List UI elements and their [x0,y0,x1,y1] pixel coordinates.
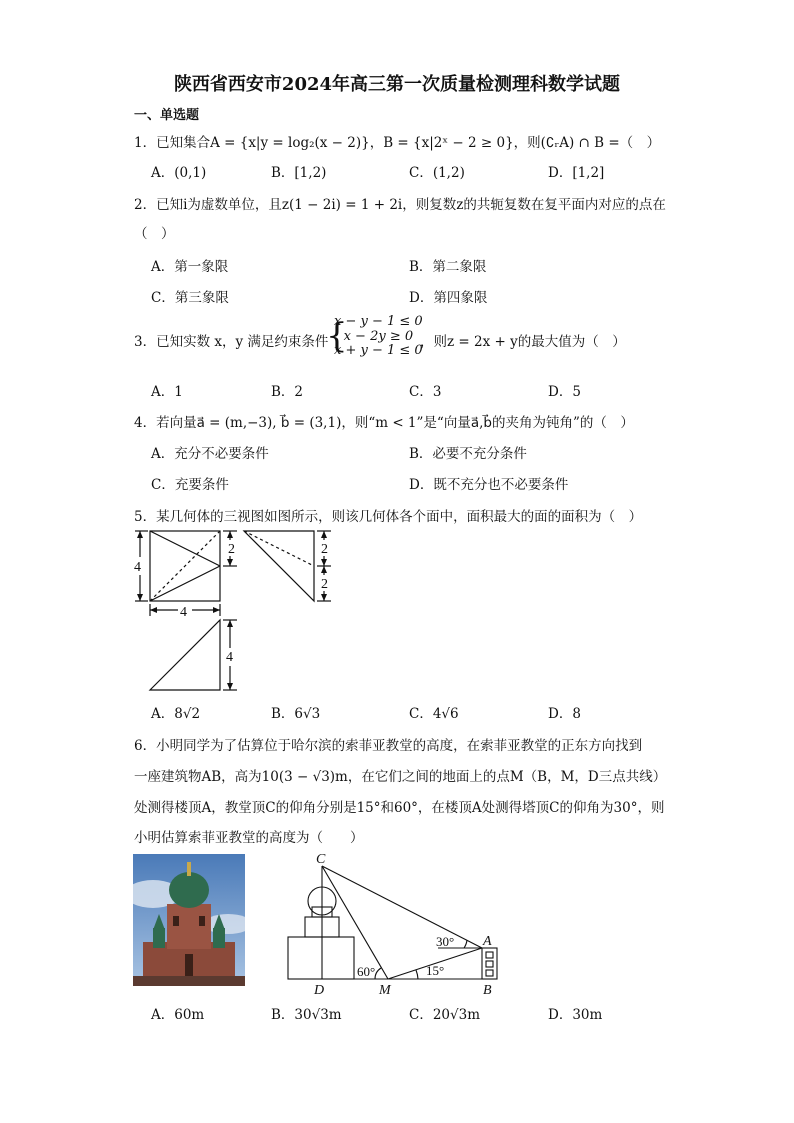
front-view-edge-1 [150,531,220,566]
dim-side-top: 2 [321,542,328,557]
dim-top-height: 4 [226,650,233,665]
angle-60-label: 60° [357,964,376,979]
q1-option-c[interactable]: C．(1,2) [409,165,465,181]
q6-option-a[interactable]: A．60m [151,1007,205,1023]
dim-front-height: 4 [134,560,141,575]
church-diagram [288,866,497,979]
q4-option-a[interactable]: A．充分不必要条件 [151,446,269,462]
q5-option-b[interactable]: B．6√3 [271,706,321,722]
front-view-edge-2 [150,566,220,601]
q2-option-d[interactable]: D．第四象限 [409,290,488,306]
church-base [288,937,354,979]
question-4-stem: 4．若向量a⃗ = (m,−3), b⃗ = (3,1)，则“m < 1”是“向量a⃗,b⃗的夹角为钝角”的（ ） [134,415,634,431]
question-2-stem: 2．已知i为虚数单位，且z(1 − 2i) = 1 + 2i，则复数z的共轭复数在复平面内对应的点在 [134,197,666,213]
section-heading: 一、单选题 [134,108,200,123]
question-6-line-4: 小明估算索菲亚教堂的高度为（ ） [134,830,364,846]
q3-option-c[interactable]: C．3 [409,384,442,400]
point-D-label: D [314,983,325,998]
question-3-stem-tail: ，则z = 2x + y的最大值为（ ） [420,334,626,350]
side-view-triangle [244,531,314,601]
top-view-triangle [150,620,220,690]
point-C-label: C [316,852,326,867]
q3-option-d[interactable]: D．5 [548,384,581,400]
dim-front-top: 2 [228,542,235,557]
point-A-label: A [483,934,492,949]
q1-option-a[interactable]: A．(0,1) [151,165,207,181]
front-view-hidden-edge [150,531,220,601]
question-6-line-2: 一座建筑物AB，高为10(3 − √3)m，在它们之间的地面上的点M（B，M，D三点共线） [134,769,667,785]
dim-width: 4 [180,605,187,620]
q4-option-c[interactable]: C．充要条件 [151,477,229,493]
question-3-stem: 3．已知实数 x，y 满足约束条件 [134,334,329,350]
constraint-2: x − 2y ≥ 0 [343,328,414,344]
q5-option-c[interactable]: C．4√6 [409,706,459,722]
q4-option-b[interactable]: B．必要不充分条件 [409,446,527,462]
q5-option-d[interactable]: D．8 [548,706,581,722]
q4-option-d[interactable]: D．既不充分也不必要条件 [409,477,569,493]
question-1-stem: 1．已知集合A = {x|y = log₂(x − 2)}，B = {x|2ˣ − 2 ≥ 0}，则(∁ᵣA) ∩ B =（ ） [134,135,661,151]
q3-option-b[interactable]: B．2 [271,384,304,400]
q2-option-c[interactable]: C．第三象限 [151,290,229,306]
constraint-1: x − y − 1 ≤ 0 [334,314,423,329]
q5-option-a[interactable]: A．8√2 [151,706,201,722]
building-AB [482,948,497,979]
page-title: 陕西省西安市2024年高三第一次质量检测理科数学试题 [173,74,621,95]
angle-15-label: 15° [426,963,445,978]
q1-option-b[interactable]: B．[1,2) [271,165,327,181]
side-view-hidden-edge [244,531,314,566]
q6-option-c[interactable]: C．20√3m [409,1007,481,1023]
q2-option-a[interactable]: A．第一象限 [151,259,229,275]
question-6-line-3: 处测得楼顶A，教堂顶C的仰角分别是15°和60°，在楼顶A处测得塔顶C的仰角为30°，则 [134,800,665,816]
constraint-3: x + y − 1 ≤ 0 [334,343,423,358]
question-5-stem: 5．某几何体的三视图如图所示，则该几何体各个面中，面积最大的面的面积为（ ） [134,509,643,525]
q1-option-d[interactable]: D．[1,2] [548,165,605,181]
brace-icon: { [326,316,348,356]
point-M-label: M [379,983,391,998]
church-photo [133,854,245,986]
dim-side-bottom: 2 [321,577,328,592]
angle-30-label: 30° [436,934,455,949]
q3-option-a[interactable]: A．1 [151,384,183,400]
q2-option-b[interactable]: B．第二象限 [409,259,487,275]
q6-option-b[interactable]: B．30√3m [271,1007,342,1023]
q6-option-d[interactable]: D．30m [548,1007,603,1023]
point-B-label: B [483,983,492,998]
question-2-stem-cont: （ ） [134,226,175,242]
question-6-line-1: 6．小明同学为了估算位于哈尔滨的索菲亚教堂的高度，在索菲亚教堂的正东方向找到 [134,738,643,754]
